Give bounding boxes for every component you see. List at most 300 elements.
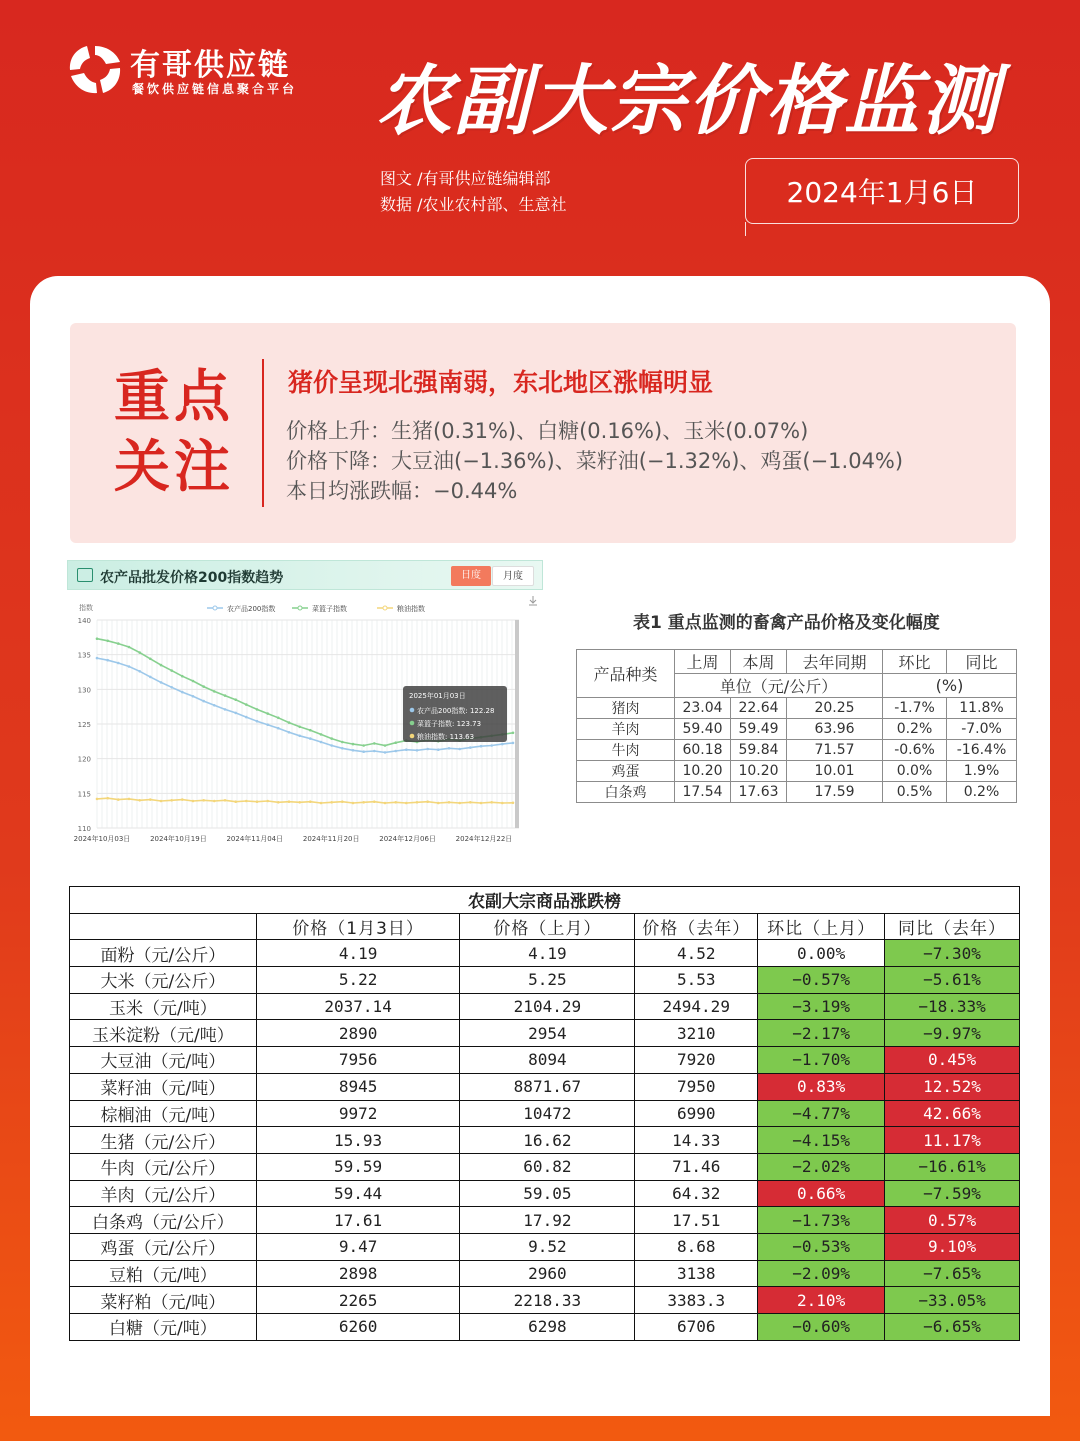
t2-cell-last-month: 4.19 bbox=[460, 940, 635, 967]
data-point bbox=[320, 733, 323, 736]
t2-header-5: 同比（去年） bbox=[885, 913, 1020, 940]
t2-cell-name: 菜籽粕（元/吨） bbox=[70, 1287, 257, 1314]
data-point bbox=[352, 802, 355, 805]
chart-panel-title: 农产品批发价格200指数趋势 bbox=[100, 570, 284, 586]
data-point bbox=[448, 747, 451, 750]
t2-header-1: 价格（1月3日） bbox=[256, 913, 460, 940]
t2-cell-mom: −2.02% bbox=[758, 1153, 885, 1180]
t2-cell-price: 2898 bbox=[256, 1260, 460, 1287]
t1-cell-name: 白条鸡 bbox=[577, 782, 675, 803]
download-icon bbox=[529, 596, 537, 605]
t2-cell-last-year: 71.46 bbox=[635, 1153, 758, 1180]
y-tick-label: 125 bbox=[77, 721, 91, 729]
data-point bbox=[234, 698, 237, 701]
t2-cell-yoy: 0.45% bbox=[885, 1047, 1020, 1074]
t2-cell-name: 羊肉（元/公斤） bbox=[70, 1180, 257, 1207]
t1-cell-name: 猪肉 bbox=[577, 698, 675, 719]
data-point bbox=[106, 640, 109, 643]
data-point bbox=[341, 747, 344, 750]
data-point bbox=[202, 799, 205, 802]
data-point bbox=[320, 802, 323, 805]
t2-cell-last-month: 2218.33 bbox=[460, 1287, 635, 1314]
t2-cell-last-month: 2104.29 bbox=[460, 993, 635, 1020]
t2-row bbox=[70, 940, 1020, 967]
data-point bbox=[106, 797, 109, 800]
logo-subtitle: 餐饮供应链信息聚合平台 bbox=[132, 82, 298, 96]
t2-cell-last-year: 5.53 bbox=[635, 967, 758, 994]
t2-cell-last-month: 8871.67 bbox=[460, 1073, 635, 1100]
legend-marker bbox=[213, 606, 217, 610]
t2-cell-last-year: 3383.3 bbox=[635, 1287, 758, 1314]
t1-cell-mom: 0.0% bbox=[883, 761, 947, 782]
t1-cell-last-year: 10.01 bbox=[787, 761, 883, 782]
t1-cell-last-week: 23.04 bbox=[675, 698, 731, 719]
t2-row bbox=[70, 1287, 1020, 1314]
t2-cell-last-year: 7950 bbox=[635, 1073, 758, 1100]
data-point bbox=[256, 800, 259, 803]
t2-cell-name: 生猪（元/公斤） bbox=[70, 1127, 257, 1154]
focus-panel bbox=[70, 323, 1016, 543]
t1-cell-name: 牛肉 bbox=[577, 740, 675, 761]
data-point bbox=[224, 799, 227, 802]
t1-cell-name: 羊肉 bbox=[577, 719, 675, 740]
t2-cell-last-year: 8.68 bbox=[635, 1233, 758, 1260]
t2-cell-mom: −4.15% bbox=[758, 1127, 885, 1154]
t2-cell-yoy: −7.59% bbox=[885, 1180, 1020, 1207]
data-point bbox=[128, 665, 131, 668]
data-point bbox=[416, 749, 419, 752]
data-point bbox=[501, 743, 504, 746]
data-point bbox=[149, 658, 152, 661]
t1-cell-mom: -0.6% bbox=[883, 740, 947, 761]
data-point bbox=[512, 802, 515, 805]
data-point bbox=[149, 676, 152, 679]
t2-row bbox=[70, 993, 1020, 1020]
data-point bbox=[266, 712, 269, 715]
data-point bbox=[288, 800, 291, 803]
t2-cell-last-month: 5.25 bbox=[460, 967, 635, 994]
data-point bbox=[245, 703, 248, 706]
data-point bbox=[426, 800, 429, 803]
t2-cell-last-year: 64.32 bbox=[635, 1180, 758, 1207]
credits bbox=[380, 166, 566, 218]
tooltip-line: 农产品200指数: 122.28 bbox=[417, 707, 495, 715]
focus-label-line2: 关注 bbox=[114, 435, 234, 500]
logo-swirl-icon bbox=[66, 42, 124, 96]
legend-marker bbox=[383, 606, 387, 610]
index-chart-panel bbox=[67, 560, 543, 850]
table1-title: 表1 重点监测的畜禽产品价格及变化幅度 bbox=[633, 613, 940, 633]
data-point bbox=[149, 798, 152, 801]
data-point bbox=[160, 800, 163, 803]
t2-cell-price: 7956 bbox=[256, 1047, 460, 1074]
page-title: 农副大宗价格监测 bbox=[376, 56, 1000, 145]
t2-cell-name: 白糖（元/吨） bbox=[70, 1314, 257, 1341]
data-point bbox=[298, 735, 301, 738]
data-point bbox=[458, 748, 461, 751]
t2-cell-price: 17.61 bbox=[256, 1207, 460, 1234]
data-point bbox=[373, 800, 376, 803]
data-point bbox=[373, 742, 376, 745]
t1-col-last-year: 去年同期 bbox=[787, 650, 883, 674]
t2-cell-yoy: 12.52% bbox=[885, 1073, 1020, 1100]
t2-cell-mom: −1.73% bbox=[758, 1207, 885, 1234]
t1-cell-last-week: 10.20 bbox=[675, 761, 731, 782]
data-point bbox=[160, 664, 163, 667]
data-point bbox=[181, 798, 184, 801]
data-point bbox=[490, 801, 493, 804]
y-tick-label: 135 bbox=[77, 651, 91, 660]
data-point bbox=[234, 800, 237, 803]
t2-cell-mom: 0.00% bbox=[758, 940, 885, 967]
data-point bbox=[202, 700, 205, 703]
data-point bbox=[469, 746, 472, 749]
t2-cell-name: 牛肉（元/公斤） bbox=[70, 1153, 257, 1180]
t1-cell-mom: -1.7% bbox=[883, 698, 947, 719]
t2-cell-name: 鸡蛋（元/公斤） bbox=[70, 1233, 257, 1260]
focus-label bbox=[114, 363, 234, 503]
t2-row bbox=[70, 1180, 1020, 1207]
t1-row bbox=[577, 698, 1017, 719]
t1-cell-this-week: 17.63 bbox=[731, 782, 787, 803]
data-point bbox=[117, 662, 120, 665]
data-point bbox=[469, 801, 472, 804]
t2-cell-last-month: 9.52 bbox=[460, 1233, 635, 1260]
t1-col-this-week: 本周 bbox=[731, 650, 787, 674]
t1-cell-mom: 0.2% bbox=[883, 719, 947, 740]
data-point bbox=[213, 690, 216, 693]
data-point bbox=[277, 717, 280, 720]
data-point bbox=[416, 801, 419, 804]
t1-row bbox=[577, 719, 1017, 740]
data-point bbox=[458, 802, 461, 805]
data-point bbox=[352, 749, 355, 752]
t2-row bbox=[70, 1020, 1020, 1047]
t2-cell-name: 豆粕（元/吨） bbox=[70, 1260, 257, 1287]
logo-name: 有哥供应链 bbox=[130, 48, 290, 83]
t1-cell-name: 鸡蛋 bbox=[577, 761, 675, 782]
t1-cell-yoy: 1.9% bbox=[947, 761, 1017, 782]
t2-cell-last-month: 59.05 bbox=[460, 1180, 635, 1207]
t1-cell-yoy: -16.4% bbox=[947, 740, 1017, 761]
data-point bbox=[288, 731, 291, 734]
data-point bbox=[341, 741, 344, 744]
legend-label: 农产品200指数 bbox=[227, 605, 276, 613]
data-point bbox=[224, 694, 227, 697]
credit-author: 图文 /有哥供应链编辑部 bbox=[380, 169, 551, 188]
t1-col-yoy: 同比 bbox=[947, 650, 1017, 674]
t2-cell-yoy: −5.61% bbox=[885, 967, 1020, 994]
data-point bbox=[256, 720, 259, 723]
data-point bbox=[96, 657, 99, 660]
zoom-handle bbox=[515, 620, 519, 828]
t1-cell-last-year: 20.25 bbox=[787, 698, 883, 719]
tooltip-line: 粮油指数: 113.63 bbox=[417, 733, 475, 741]
data-point bbox=[362, 801, 365, 804]
t1-cell-this-week: 22.64 bbox=[731, 698, 787, 719]
data-point bbox=[298, 801, 301, 804]
data-point bbox=[330, 801, 333, 804]
t2-cell-name: 白条鸡（元/公斤） bbox=[70, 1207, 257, 1234]
data-point bbox=[266, 723, 269, 726]
t2-cell-last-month: 16.62 bbox=[460, 1127, 635, 1154]
t2-cell-price: 4.19 bbox=[256, 940, 460, 967]
table2-title: 农副大宗商品涨跌榜 bbox=[70, 887, 1020, 914]
x-tick-label: 2024年10月19日 bbox=[150, 835, 207, 843]
t2-cell-yoy: 0.57% bbox=[885, 1207, 1020, 1234]
t1-cell-mom: 0.5% bbox=[883, 782, 947, 803]
t2-row bbox=[70, 1100, 1020, 1127]
tooltip-date: 2025年01月03日 bbox=[409, 692, 466, 700]
x-tick-label: 2024年12月22日 bbox=[455, 835, 513, 843]
data-point bbox=[192, 800, 195, 803]
t2-cell-last-month: 2960 bbox=[460, 1260, 635, 1287]
t1-unit-price: 单位（元/公斤） bbox=[675, 674, 883, 698]
t1-cell-this-week: 59.84 bbox=[731, 740, 787, 761]
t2-cell-name: 棕榈油（元/吨） bbox=[70, 1100, 257, 1127]
t2-cell-last-year: 17.51 bbox=[635, 1207, 758, 1234]
t2-cell-price: 9972 bbox=[256, 1100, 460, 1127]
focus-divider bbox=[262, 359, 264, 507]
focus-headline: 猪价呈现北强南弱，东北地区涨幅明显 bbox=[288, 368, 714, 397]
data-point bbox=[384, 802, 387, 805]
data-point bbox=[245, 716, 248, 719]
t2-cell-price: 15.93 bbox=[256, 1127, 460, 1154]
t2-row bbox=[70, 1047, 1020, 1074]
focus-average: 本日均涨跌幅：−0.44% bbox=[286, 479, 518, 503]
data-point bbox=[501, 802, 504, 805]
data-point bbox=[192, 680, 195, 683]
data-point bbox=[213, 800, 216, 803]
data-point bbox=[512, 732, 515, 735]
t2-cell-name: 玉米淀粉（元/吨） bbox=[70, 1020, 257, 1047]
t2-cell-price: 6260 bbox=[256, 1314, 460, 1341]
t2-cell-mom: −2.17% bbox=[758, 1020, 885, 1047]
t2-cell-last-month: 60.82 bbox=[460, 1153, 635, 1180]
data-point bbox=[160, 681, 163, 684]
t2-cell-last-year: 6990 bbox=[635, 1100, 758, 1127]
data-point bbox=[128, 646, 131, 649]
t2-cell-last-month: 2954 bbox=[460, 1020, 635, 1047]
t2-cell-yoy: −6.65% bbox=[885, 1314, 1020, 1341]
data-point bbox=[298, 726, 301, 729]
t2-cell-yoy: −16.61% bbox=[885, 1153, 1020, 1180]
t2-cell-name: 大豆油（元/吨） bbox=[70, 1047, 257, 1074]
t1-cell-last-year: 17.59 bbox=[787, 782, 883, 803]
data-point bbox=[480, 745, 483, 748]
t1-cell-last-week: 60.18 bbox=[675, 740, 731, 761]
t2-cell-last-year: 3210 bbox=[635, 1020, 758, 1047]
data-point bbox=[106, 659, 109, 662]
data-point bbox=[96, 637, 99, 640]
data-point bbox=[362, 750, 365, 753]
t2-cell-yoy: −33.05% bbox=[885, 1287, 1020, 1314]
data-point bbox=[490, 744, 493, 747]
t2-cell-last-month: 6298 bbox=[460, 1314, 635, 1341]
y-tick-label: 120 bbox=[77, 755, 91, 764]
data-point bbox=[266, 800, 269, 803]
t2-cell-yoy: 11.17% bbox=[885, 1127, 1020, 1154]
t2-cell-mom: 0.83% bbox=[758, 1073, 885, 1100]
t2-cell-price: 2265 bbox=[256, 1287, 460, 1314]
commodity-ranking-table bbox=[69, 886, 1020, 1341]
t1-col-category: 产品种类 bbox=[577, 650, 675, 698]
brand-logo bbox=[66, 40, 336, 100]
t2-cell-yoy: −7.30% bbox=[885, 940, 1020, 967]
t2-cell-last-year: 2494.29 bbox=[635, 993, 758, 1020]
t2-cell-yoy: −18.33% bbox=[885, 993, 1020, 1020]
data-point bbox=[138, 670, 141, 673]
data-point bbox=[96, 798, 99, 801]
x-tick-label: 2024年12月06日 bbox=[379, 835, 436, 843]
data-point bbox=[437, 802, 440, 805]
data-point bbox=[394, 741, 397, 744]
t1-row bbox=[577, 740, 1017, 761]
t2-cell-mom: −2.09% bbox=[758, 1260, 885, 1287]
t1-col-last-week: 上周 bbox=[675, 650, 731, 674]
t1-cell-yoy: 11.8% bbox=[947, 698, 1017, 719]
t2-cell-last-month: 17.92 bbox=[460, 1207, 635, 1234]
data-point bbox=[256, 708, 259, 711]
t2-header-0 bbox=[70, 913, 257, 940]
legend-label: 粮油指数 bbox=[397, 605, 425, 613]
t2-row bbox=[70, 1314, 1020, 1341]
data-point bbox=[117, 642, 120, 645]
data-point bbox=[373, 750, 376, 753]
livestock-price-table bbox=[576, 649, 1017, 803]
t2-cell-price: 5.22 bbox=[256, 967, 460, 994]
data-point bbox=[480, 802, 483, 805]
credit-source: 数据 /农业农村部、生意社 bbox=[380, 195, 567, 214]
date-badge: 2024年1月6日 bbox=[745, 158, 1019, 224]
t1-row bbox=[577, 761, 1017, 782]
t2-row bbox=[70, 967, 1020, 994]
data-point bbox=[277, 801, 280, 804]
t2-cell-price: 8945 bbox=[256, 1073, 460, 1100]
t2-cell-last-year: 3138 bbox=[635, 1260, 758, 1287]
t2-cell-price: 9.47 bbox=[256, 1233, 460, 1260]
tab-monthly[interactable]: 月度 bbox=[492, 566, 534, 586]
tooltip-dot bbox=[410, 708, 415, 713]
data-point bbox=[320, 741, 323, 744]
t2-cell-mom: −1.70% bbox=[758, 1047, 885, 1074]
t2-cell-yoy: −7.65% bbox=[885, 1260, 1020, 1287]
t2-row bbox=[70, 1153, 1020, 1180]
t1-row bbox=[577, 782, 1017, 803]
content-card bbox=[30, 276, 1050, 1416]
x-tick-label: 2024年11月20日 bbox=[302, 835, 360, 843]
data-point bbox=[341, 800, 344, 803]
t2-cell-last-year: 14.33 bbox=[635, 1127, 758, 1154]
data-point bbox=[181, 691, 184, 694]
x-tick-label: 2024年10月03日 bbox=[73, 835, 131, 843]
data-point bbox=[405, 802, 408, 805]
tooltip-line: 菜篮子指数: 123.73 bbox=[417, 720, 482, 728]
date-badge-tail bbox=[745, 222, 759, 236]
data-point bbox=[437, 748, 440, 751]
y-tick-label: 140 bbox=[77, 617, 91, 625]
t2-cell-last-month: 8094 bbox=[460, 1047, 635, 1074]
data-point bbox=[330, 737, 333, 740]
legend-marker bbox=[298, 606, 302, 610]
t2-row bbox=[70, 1233, 1020, 1260]
tab-daily[interactable]: 日度 bbox=[451, 566, 491, 586]
data-point bbox=[352, 743, 355, 746]
t2-cell-price: 2037.14 bbox=[256, 993, 460, 1020]
data-point bbox=[202, 685, 205, 688]
data-point bbox=[394, 801, 397, 804]
index-line-chart bbox=[67, 590, 543, 850]
t2-cell-price: 2890 bbox=[256, 1020, 460, 1047]
data-point bbox=[277, 727, 280, 730]
t2-cell-mom: −0.60% bbox=[758, 1314, 885, 1341]
t1-unit-pct: (%) bbox=[883, 674, 1017, 698]
legend-label: 菜篮子指数 bbox=[312, 605, 347, 613]
data-point bbox=[288, 721, 291, 724]
data-point bbox=[309, 800, 312, 803]
data-point bbox=[405, 748, 408, 751]
t2-cell-last-year: 7920 bbox=[635, 1047, 758, 1074]
data-point bbox=[384, 744, 387, 747]
y-tick-label: 110 bbox=[77, 825, 91, 833]
t2-row bbox=[70, 1073, 1020, 1100]
t1-cell-this-week: 59.49 bbox=[731, 719, 787, 740]
y-axis-label: 指数 bbox=[79, 604, 93, 612]
t2-cell-name: 面粉（元/公斤） bbox=[70, 940, 257, 967]
focus-price-up: 价格上升：生猪(0.31%)、白糖(0.16%)、玉米(0.07%) bbox=[286, 419, 809, 443]
t2-cell-price: 59.59 bbox=[256, 1153, 460, 1180]
t2-cell-name: 大米（元/公斤） bbox=[70, 967, 257, 994]
data-point bbox=[512, 742, 515, 745]
y-tick-label: 130 bbox=[77, 686, 91, 695]
t2-cell-yoy: 42.66% bbox=[885, 1100, 1020, 1127]
t2-header-4: 环比（上月） bbox=[758, 913, 885, 940]
t2-cell-mom: 0.66% bbox=[758, 1180, 885, 1207]
data-point bbox=[448, 801, 451, 804]
t1-col-mom: 环比 bbox=[883, 650, 947, 674]
t2-row bbox=[70, 1260, 1020, 1287]
series-line bbox=[97, 798, 513, 803]
t2-cell-mom: −0.57% bbox=[758, 967, 885, 994]
chart-header bbox=[67, 560, 543, 590]
data-point bbox=[138, 651, 141, 654]
line-chart-icon bbox=[77, 568, 93, 582]
t2-cell-last-month: 10472 bbox=[460, 1100, 635, 1127]
t2-cell-last-year: 4.52 bbox=[635, 940, 758, 967]
t2-header-3: 价格（去年） bbox=[635, 913, 758, 940]
data-point bbox=[170, 686, 173, 689]
focus-label-line1: 重点 bbox=[114, 365, 234, 430]
data-point bbox=[117, 798, 120, 801]
t2-cell-name: 菜籽油（元/吨） bbox=[70, 1073, 257, 1100]
focus-price-down: 价格下降：大豆油(−1.36%)、菜籽油(−1.32%)、鸡蛋(−1.04%) bbox=[286, 449, 904, 473]
t2-cell-mom: −0.53% bbox=[758, 1233, 885, 1260]
t2-cell-yoy: 9.10% bbox=[885, 1233, 1020, 1260]
t2-cell-mom: −3.19% bbox=[758, 993, 885, 1020]
y-tick-label: 115 bbox=[77, 790, 91, 799]
t2-cell-price: 59.44 bbox=[256, 1180, 460, 1207]
data-point bbox=[128, 798, 131, 801]
data-point bbox=[362, 744, 365, 747]
data-point bbox=[192, 695, 195, 698]
data-point bbox=[181, 675, 184, 678]
tooltip-dot bbox=[410, 721, 415, 726]
t2-row bbox=[70, 1127, 1020, 1154]
t2-cell-name: 玉米（元/吨） bbox=[70, 993, 257, 1020]
t2-cell-yoy: −9.97% bbox=[885, 1020, 1020, 1047]
t1-cell-last-year: 63.96 bbox=[787, 719, 883, 740]
data-point bbox=[384, 751, 387, 754]
